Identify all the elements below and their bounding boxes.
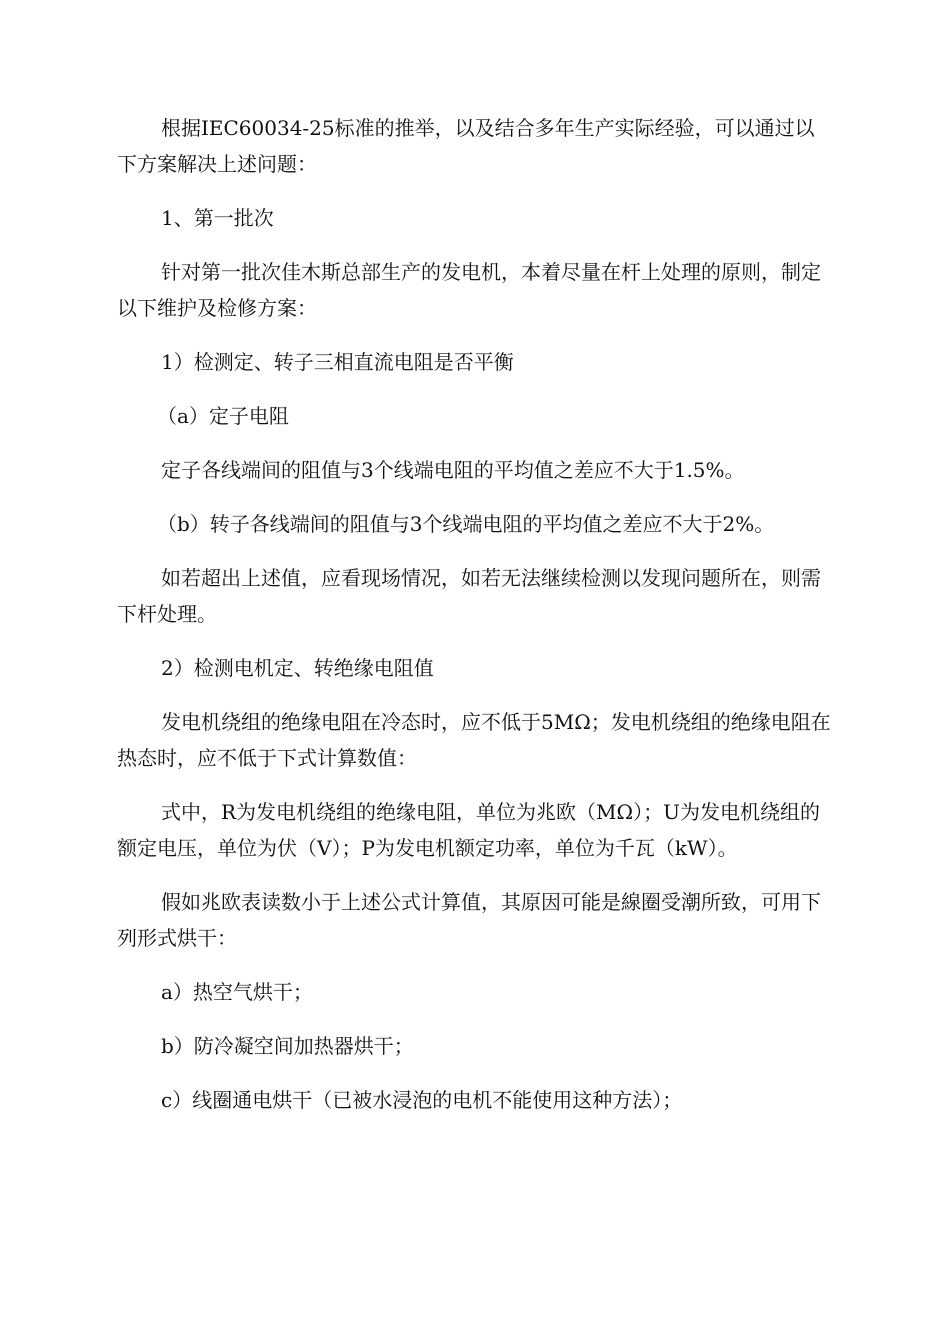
paragraph-drying-b: b）防冷凝空间加热器烘干；	[161, 1034, 414, 1058]
paragraph-exceed-handling: 如若超出上述值，应看现场情况，如若无法继续检测以发现问题所在，则需下杆处理。	[117, 566, 821, 626]
paragraph-drying-c: c）线圈通电烘干（已被水浸泡的电机不能使用这种方法）；	[161, 1088, 683, 1112]
paragraph-batch-1-description: 针对第一批次佳木斯总部生产的发电机，本着尽量在杆上处理的原则，制定以下维护及检修方案：	[117, 260, 821, 320]
paragraph-intro: 根据IEC60034-25标准的推举，以及结合多年生产实际经验，可以通过以下方案解决上述问题：	[117, 116, 815, 176]
document-body	[117, 110, 833, 1136]
paragraph-item-b: （b）转子各线端间的阻值与3个线端电阻的平均值之差应不大于2%。	[157, 512, 775, 536]
paragraph-step-1-heading: 1）检测定、转子三相直流电阻是否平衡	[161, 350, 514, 374]
paragraph-heading-batch-1: 1、第一批次	[161, 206, 274, 230]
paragraph-formula-legend: 式中，R为发电机绕组的绝缘电阻，单位为兆欧（MΩ）；U为发电机绕组的额定电压，单位为伏（V）；P为发电机额定功率，单位为千瓦（kW）。	[117, 800, 820, 860]
paragraph-insulation-requirement: 发电机绕组的绝缘电阻在冷态时，应不低于5MΩ；发电机绕组的绝缘电阻在热态时，应不低于下式计算数值：	[117, 710, 831, 770]
paragraph-item-a: （a）定子电阻	[157, 404, 289, 428]
paragraph-stator-resistance: 定子各线端间的阻值与3个线端电阻的平均值之差应不大于1.5%。	[161, 458, 745, 482]
paragraph-drying-intro: 假如兆欧表读数小于上述公式计算值，其原因可能是線圈受潮所致，可用下列形式烘干：	[117, 890, 821, 950]
paragraph-drying-a: a）热空气烘干；	[161, 980, 313, 1004]
paragraph-step-2-heading: 2）检测电机定、转绝缘电阻值	[161, 656, 434, 680]
